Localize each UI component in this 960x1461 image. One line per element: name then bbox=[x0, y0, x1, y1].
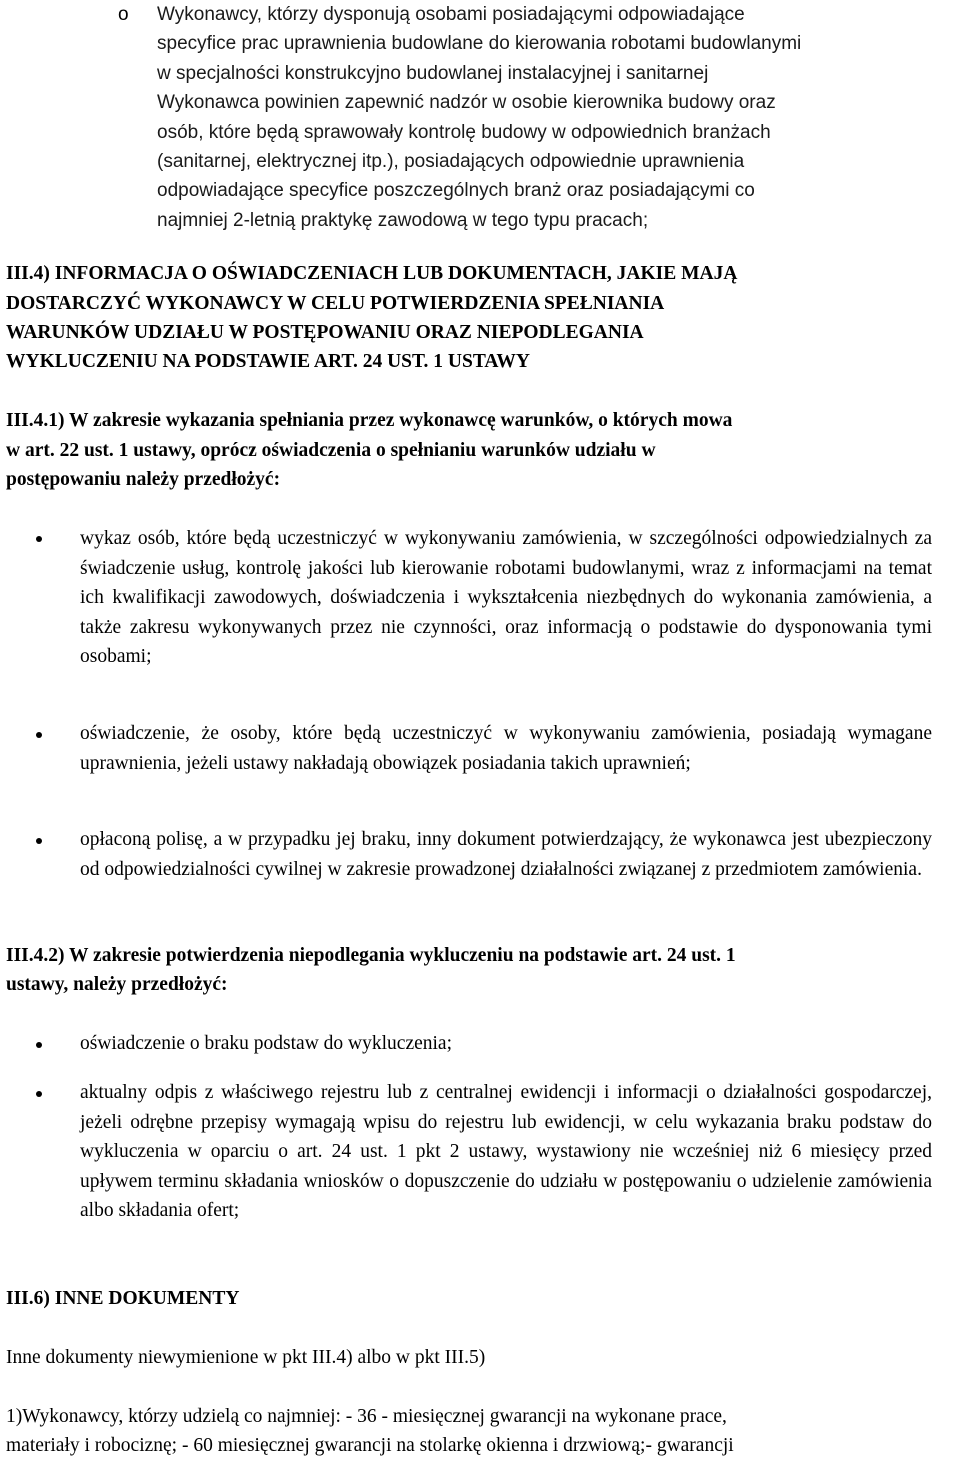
text-line: osób, które będą sprawowały kontrolę budowy w odpowiednich branżach bbox=[157, 121, 771, 143]
bullet-icon bbox=[33, 1088, 45, 1100]
text-line: Wykonawcy, którzy dysponują osobami posiadającymi odpowiadające bbox=[157, 4, 745, 25]
heading-line: ustawy, należy przedłożyć: bbox=[6, 974, 228, 995]
bullet-icon bbox=[33, 1039, 45, 1051]
list-item: opłaconą polisę, a w przypadku jej braku, inny dokument potwierdzający, że wykonawca jest ubezpieczony od odpowiedzialności cywilnej w zakresie prowadzonej działalności związanej z przedmiotem zamówienia. bbox=[80, 829, 932, 880]
text-line: Wykonawca powinien zapewnić nadzór w osobie kierownika budowy oraz bbox=[157, 92, 776, 114]
heading-line: WARUNKÓW UDZIAŁU W POSTĘPOWANIU ORAZ NIEPODLEGANIA bbox=[6, 322, 644, 343]
text-line: materiały i robociznę; - 60 miesięcznej gwarancji na stolarkę okienna i drzwiową;- gwarancji bbox=[6, 1435, 734, 1456]
heading-line: w art. 22 ust. 1 ustawy, oprócz oświadczenia o spełnianiu warunków udziału w bbox=[6, 440, 656, 461]
heading-line: III.4.2) W zakresie potwierdzenia niepodlegania wykluczeniu na podstawie art. 24 ust. 1 bbox=[6, 945, 736, 966]
text-line: (sanitarnej, elektrycznej itp.), posiadających odpowiednie uprawnienia bbox=[157, 151, 745, 173]
text-line: odpowiadające specyfice poszczególnych branż oraz posiadającymi co bbox=[157, 180, 755, 202]
list-item: aktualny odpis z właściwego rejestru lub z centralnej ewidencji i informacji o działalności gospodarczej, jeżeli odrębne przepisy wymagają wpisu do rejestru lub ewidencji, w celu wykazania braku podstaw do wykluczenia w oparciu o art. 24 ust. 1 pkt 2 ustawy, wystawiony nie wcześniej niż 6 miesięcy przed upływem terminu składania wniosków o dopuszczenie do udziału w postępowaniu o udzielenie zamówienia albo składania ofert; bbox=[80, 1082, 932, 1222]
bullet-icon bbox=[33, 533, 45, 545]
section-III-6-intro: Inne dokumenty niewymienione w pkt III.4) albo w pkt III.5) bbox=[6, 1347, 486, 1368]
text-line: specyfice prac uprawnienia budowlane do kierowania robotami budowlanymi bbox=[157, 33, 802, 55]
heading-line: III.4) INFORMACJA O OŚWIADCZENIACH LUB DOKUMENTACH, JAKIE MAJĄ bbox=[6, 263, 738, 284]
bullet-icon bbox=[33, 729, 45, 741]
heading-line: WYKLUCZENIU NA PODSTAWIE ART. 24 UST. 1 USTAWY bbox=[6, 351, 530, 372]
text-line: 1)Wykonawcy, którzy udzielą co najmniej: - 36 - miesięcznej gwarancji na wykonane prace, bbox=[6, 1406, 727, 1427]
text-line: najmniej 2-letnią praktykę zawodową w tego typu pracach; bbox=[157, 209, 649, 231]
list-item: oświadczenie, że osoby, które będą uczestniczyć w wykonywaniu zamówienia, posiadają wymagane uprawnienia, jeżeli ustawy nakładają obowiązek posiadania takich uprawnień; bbox=[80, 723, 932, 774]
section-III-6-heading: III.6) INNE DOKUMENTY bbox=[6, 1288, 240, 1309]
heading-line: DOSTARCZYĆ WYKONAWCY W CELU POTWIERDZENIA SPEŁNIANIA bbox=[6, 293, 665, 314]
list-marker: o bbox=[118, 4, 129, 25]
list-item: oświadczenie o braku podstaw do wykluczenia; bbox=[80, 1033, 453, 1054]
list-item-text bbox=[157, 0, 952, 235]
bullet-icon bbox=[33, 835, 45, 847]
text-line: w specjalności konstrukcyjno budowlanej instalacyjnej i sanitarnej bbox=[157, 62, 709, 84]
list-item: wykaz osób, które będą uczestniczyć w wykonywaniu zamówienia, w szczególności odpowiedzialnych za świadczenie usług, kontrolę jakości lub kierowanie robotami budowlanymi, wraz z informacjami na temat ich kwalifikacji zawodowych, doświadczenia i wykształcenia niezbędnych do wykonania zamówienia, a także zakresu wykonywanych przez nie czynności, oraz informacją o podstawie do dysponowania tymi osobami; bbox=[80, 528, 932, 668]
heading-line: postępowaniu należy przedłożyć: bbox=[6, 469, 281, 490]
heading-line: III.4.1) W zakresie wykazania spełniania przez wykonawcę warunków, o których mowa bbox=[6, 410, 733, 431]
